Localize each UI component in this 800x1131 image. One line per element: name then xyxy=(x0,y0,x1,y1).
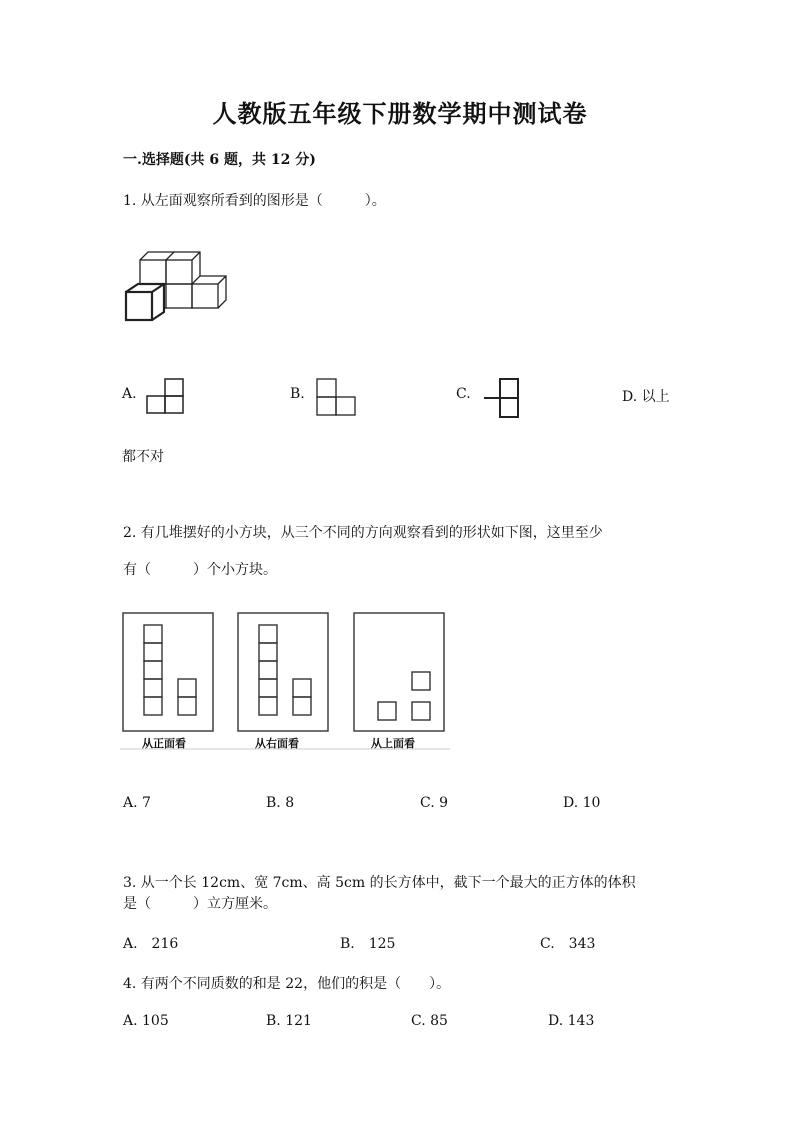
question-4-option-d[interactable]: D. 143 xyxy=(548,1013,595,1029)
option-a-view-shape xyxy=(144,377,186,415)
question-4-option-b[interactable]: B. 121 xyxy=(266,1013,312,1029)
question-1-stem: 1. 从左面观察所看到的图形是（ ）。 xyxy=(123,193,386,209)
question-2-option-d[interactable]: D. 10 xyxy=(563,795,601,811)
question-1-option-d-continued: 都不对 xyxy=(122,449,164,465)
question-2-views-figure xyxy=(120,610,450,758)
question-1-cube-figure xyxy=(124,250,236,324)
question-1-option-c[interactable]: C. xyxy=(456,386,471,402)
question-3-option-c[interactable]: C. 343 xyxy=(540,936,596,952)
page-title: 人教版五年级下册数学期中测试卷 xyxy=(212,99,588,128)
question-2-option-b[interactable]: B. 8 xyxy=(266,795,295,811)
option-b-view-shape xyxy=(314,377,358,417)
question-2-stem-line-1: 2. 有几堆摆好的小方块，从三个不同的方向观察看到的形状如下图，这里至少 xyxy=(123,525,603,541)
question-3-stem-line-1: 3. 从一个长 12cm、宽 7cm、高 5cm 的长方体中，截下一个最大的正方体的体积 xyxy=(123,875,636,891)
option-c-view-shape xyxy=(482,377,522,419)
question-4-option-a[interactable]: A. 105 xyxy=(123,1013,169,1029)
section-heading: 一.选择题(共 6 题，共 12 分) xyxy=(123,152,316,168)
caption-front-view: 从正面看 xyxy=(142,737,186,750)
caption-top-view: 从上面看 xyxy=(371,737,415,750)
question-3-option-a[interactable]: A. 216 xyxy=(123,936,179,952)
question-3-stem-line-2: 是（ ）立方厘米。 xyxy=(123,896,277,912)
question-1-option-a[interactable]: A. xyxy=(122,386,137,402)
question-4-option-c[interactable]: C. 85 xyxy=(411,1013,448,1029)
caption-right-view: 从右面看 xyxy=(255,737,299,750)
question-2-option-c[interactable]: C. 9 xyxy=(420,795,449,811)
question-2-stem-line-2: 有（ ）个小方块。 xyxy=(123,562,277,578)
question-3-option-b[interactable]: B. 125 xyxy=(340,936,396,952)
question-4-stem: 4. 有两个不同质数的和是 22，他们的积是（ ）。 xyxy=(123,976,451,992)
question-1-option-b[interactable]: B. xyxy=(290,386,305,402)
question-1-option-d[interactable]: D. 以上 xyxy=(622,389,670,405)
question-2-option-a[interactable]: A. 7 xyxy=(123,795,151,811)
